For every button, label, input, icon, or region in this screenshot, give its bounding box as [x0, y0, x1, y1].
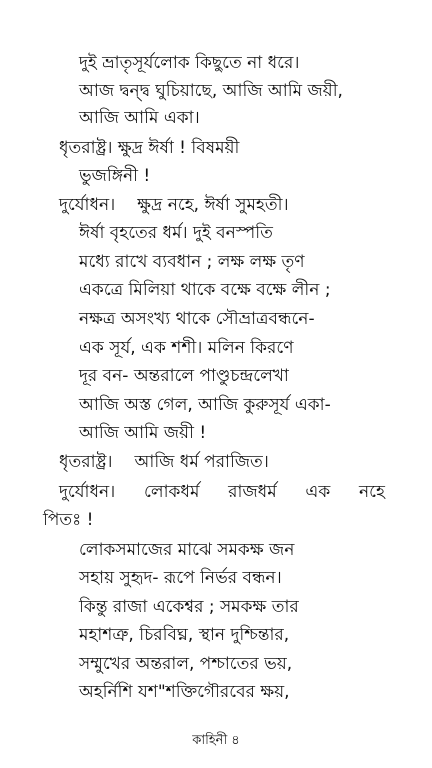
verse-line: এক সূর্য, এক শশী। মলিন কিরণে	[79, 338, 294, 358]
verse-line: মহাশত্রু, চিরবিঘ্ন, স্থান দুশ্চিন্তার,	[79, 625, 290, 645]
speaker-line	[59, 451, 269, 473]
verse-line: আজি আমি একা।	[79, 108, 200, 128]
verse-line: সহায় সুহৃদ- রূপে নির্ভর বন্ধন।	[79, 568, 282, 588]
speaker-name: ধৃতরাষ্ট্র।	[59, 452, 113, 472]
speaker-line: ধৃতরাষ্ট্র। ক্ষুদ্র ঈর্ষা ! বিষময়ী	[59, 138, 240, 158]
verse-line: লোকসমাজের মাঝে সমকক্ষ জন	[79, 540, 295, 560]
verse-line: নক্ষত্র অসংখ্য থাকে সৌভ্রাত্রবন্ধনে-	[79, 309, 315, 329]
dialogue-text: আজি ধর্ম পরাজিত।	[134, 452, 269, 472]
verse-line: ঈর্ষা বৃহতের ধর্ম। দুই বনস্পতি	[79, 223, 273, 243]
speaker-line	[59, 194, 289, 216]
verse-line: দূর বন- অন্তরালে পাণ্ডুচন্দ্রলেখা	[79, 366, 289, 386]
verse-line: সম্মুখের অন্তরাল, পশ্চাতের ভয়,	[79, 654, 293, 674]
dialogue-word: রাজধর্ম	[228, 482, 277, 502]
dialogue-word: নহে	[359, 482, 385, 502]
verse-line: আজি আমি জয়ী !	[79, 423, 207, 443]
verse-line: একত্রে মিলিয়া থাকে বক্ষে বক্ষে লীন ;	[79, 280, 331, 300]
speaker-name: দুর্যোধন।	[59, 482, 116, 502]
dialogue-word: লোকধর্ম	[144, 482, 200, 502]
verse-line: কিন্তু রাজা একেশ্বর ; সমকক্ষ তার	[79, 597, 299, 617]
dialogue-text: ক্ষুদ্র নহে, ঈর্ষা সুমহতী।	[137, 195, 289, 215]
verse-line: পিতঃ !	[43, 510, 94, 530]
speaker-line	[59, 481, 385, 503]
verse-line: দুই ভ্রাতৃসূর্যলোক কিছুতে না ধরে।	[79, 53, 300, 73]
verse-line: আজ দ্বন্দ্ব ঘুচিয়াছে, আজি আমি জয়ী,	[79, 81, 343, 101]
verse-line: মধ্যে রাখে ব্যবধান ; লক্ষ লক্ষ তৃণ	[79, 252, 305, 272]
verse-line: অহর্নিশি যশ"শক্তিগৌরবের ক্ষয়,	[79, 682, 290, 702]
dialogue-word: এক	[305, 482, 331, 502]
speaker-name: দুর্যোধন।	[59, 195, 116, 215]
page-footer: কাহিনী ৪	[192, 733, 240, 748]
verse-line: আজি অস্ত গেল, আজি কুরুসূর্য একা-	[79, 395, 331, 415]
verse-line: ভুজঙ্গিনী !	[79, 166, 151, 186]
